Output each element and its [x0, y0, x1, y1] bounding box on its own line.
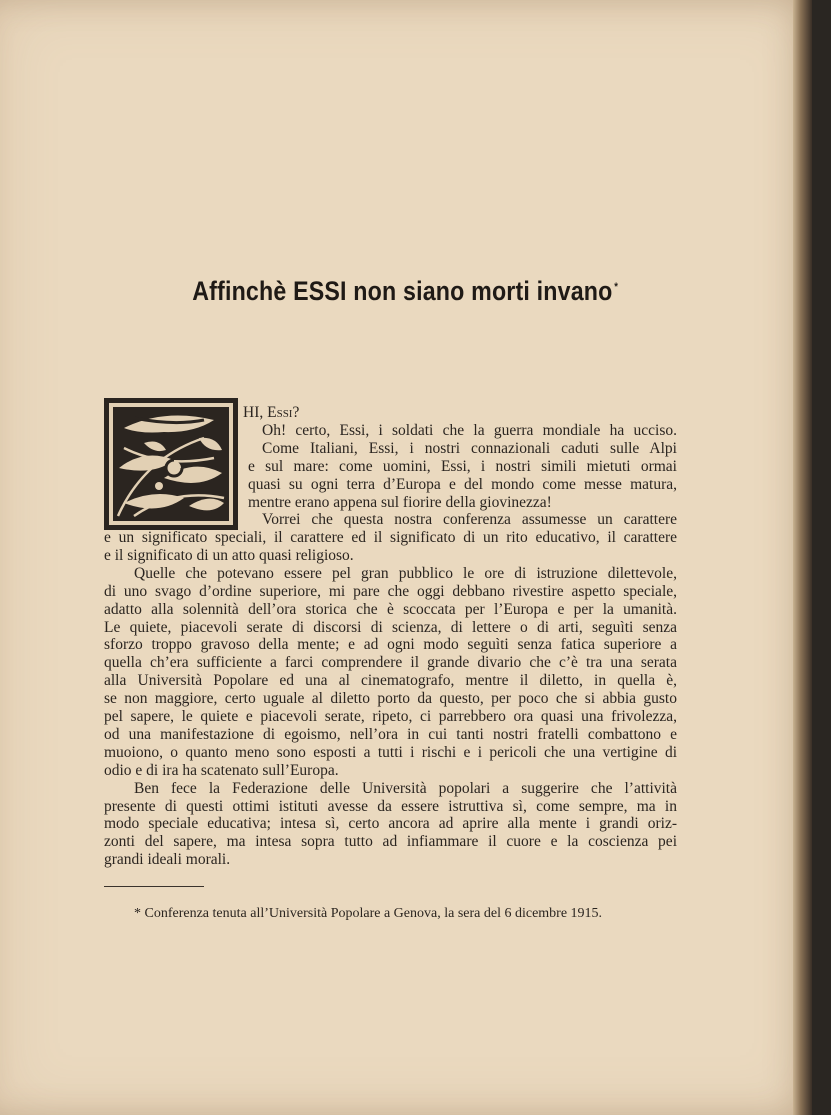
body-line: se non maggiore, certo uguale al diletto porto da questo, per poco che si abbia gusto — [104, 690, 677, 708]
body-line: quasi su ogni terra d’Europa e del mondo come messe matura, — [248, 475, 677, 493]
page-edge — [793, 0, 812, 1115]
body-line: e il significato di un atto quasi religioso. — [104, 546, 354, 564]
body-line: alla Università Popolare ed una al cinematografo, mentre il diletto, in quella è, — [104, 672, 677, 690]
title-text: Affinchè ESSI non siano morti invano — [192, 276, 613, 306]
body-line: Quelle che potevano essere pel gran pubblico le ore di istruzione dilettevole, — [134, 564, 677, 582]
body-line: presente di questi ottimi istituti avesse da essere istruttiva sì, come sempre, ma in — [104, 797, 677, 815]
body-line: di uno svago d’ordine superiore, mi pare che oggi debbano rivestire aspetto speciale, — [104, 582, 677, 600]
body-line: e un significato speciali, il carattere ed il significato di un rito educativo, il carattere — [104, 529, 677, 546]
body-line: Come Italiani, Essi, i nostri connazionali caduti sulle Alpi — [262, 439, 677, 457]
body-line: mentre erano appena sul fiorire della giovinezza! — [248, 493, 552, 511]
body-line: zonti del sapere, ma intesa sopra tutto ad infiammare il cuore e la coscienza pei — [104, 833, 677, 851]
body-line: odio e di ira ha scatenato sull’Europa. — [104, 761, 339, 779]
body-line: pel sapere, le quiete e piacevoli serate, ripeto, ci parrebbero ora quasi una frivolezza, — [104, 708, 677, 725]
body-line: quella ch’era sufficiente a farci comprendere il grande divario che c’è tra una serata — [104, 654, 677, 672]
body-line: adatto alla solennità dell’ora storica che è scoccata per l’Europa e per la umanità. — [104, 600, 677, 618]
drop-cap-ornament — [104, 398, 238, 530]
body-line: grandi ideali morali. — [104, 851, 231, 869]
body-line: e sul mare: come uomini, Essi, i nostri simili mietuti ormai — [248, 457, 677, 475]
footnote-divider — [104, 886, 204, 887]
title-footnote-mark: * — [614, 281, 619, 293]
body-line: od una manifestazione di egoismo, nell’ora in cui tanti nostri fratelli combattono e — [104, 725, 677, 743]
body-line: Le quiete, piacevoli serate di discorsi di scienza, di lettere o di arti, seguìti senza — [104, 618, 677, 636]
page-title — [56, 276, 754, 307]
body-line: Vorrei che questa nostra conferenza assumesse un carattere — [262, 511, 677, 529]
body-line: HI, Essi? — [243, 404, 300, 421]
body-line: Ben fece la Federazione delle Università popolari a suggerire che l’attività — [134, 779, 677, 797]
body-line: modo speciale educativa; intesa sì, certo ancora ad aprire alla mente i grandi oriz- — [104, 815, 677, 833]
body-line: sforzo troppo gravoso della mente; e ad ogni modo seguìti senza fatica superiore a — [104, 636, 677, 654]
body-line: muoiono, o quanto meno sono esposti a tutti i rischi e i pericoli che una vertigine di — [104, 743, 677, 761]
body-line: Oh! certo, Essi, i soldati che la guerra mondiale ha ucciso. — [262, 421, 677, 439]
ornament-leaves-icon — [104, 398, 238, 530]
footnote: * Conferenza tenuta all’Università Popolare a Genova, la sera del 6 dicembre 1915. — [134, 906, 603, 921]
